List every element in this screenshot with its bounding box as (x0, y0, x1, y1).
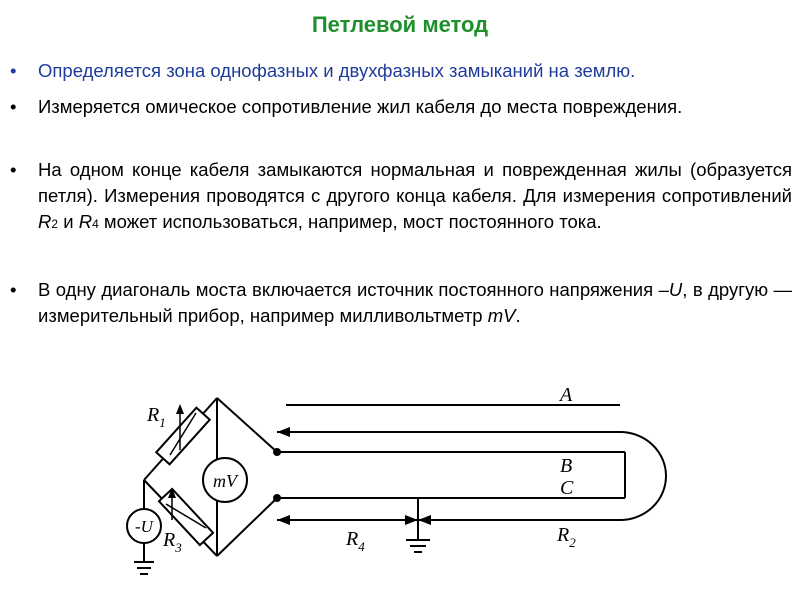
sub-2: 2 (51, 217, 59, 231)
arrowhead-r4-right (405, 515, 418, 525)
bullet-text-4b: , в другую — измерительный прибор, например милливольтметр (38, 279, 792, 326)
var-mv: mV (487, 305, 516, 326)
sub-4: 4 (92, 217, 99, 231)
bridge-edge-bottom-right (217, 498, 277, 556)
bullet-dot: • (10, 96, 17, 117)
label-c: C (560, 477, 574, 499)
bullet-text-3a: На одном конце кабеля замыкаются нормальная и поврежденная жилы (образуется петля). Измерения проводятся с другого конца кабеля. Для измерения сопротивлений (38, 159, 792, 206)
label-b: B (560, 455, 573, 477)
arrowhead-wire-b (277, 427, 290, 437)
bullet-text-1: Определяется зона однофазных и двухфазных замыканий на землю. (38, 60, 636, 81)
bullet-dot: • (10, 279, 17, 300)
label-a: A (560, 384, 573, 406)
bullet-dot: • (10, 159, 17, 180)
var-r2: R (38, 211, 52, 232)
label-r4: $R_4$ (346, 528, 365, 554)
bullet-text-3b: может использоваться, например, мост постоянного тока. (98, 211, 602, 232)
var-u: U (668, 279, 683, 300)
junction-dot-b (273, 448, 281, 456)
var-r4: R (78, 211, 93, 232)
label-r2: $R_2$ (557, 524, 576, 550)
junction-dot-c (273, 494, 281, 502)
bullet-text-4c: . (515, 305, 521, 326)
r1-arrowhead (176, 404, 184, 414)
bullet-text-2: Измеряется омическое сопротивление жил кабеля до места повреждения. (38, 96, 683, 117)
label-r1: $R_1$ (147, 404, 166, 430)
arrowhead-measure-left (277, 515, 290, 525)
arrowhead-r2-left (418, 515, 431, 525)
label-u: -U (135, 517, 153, 536)
cable-loop (620, 432, 666, 520)
bullet-text-4a: В одну диагональ моста включается источник постоянного напряжения – (38, 279, 669, 300)
bullet-dot: • (10, 60, 17, 81)
page-title: Петлевой метод (311, 12, 489, 37)
bridge-edge-top-right (217, 398, 277, 452)
text-and: и (58, 211, 79, 232)
label-r3: $R_3$ (163, 529, 182, 555)
label-mv: mV (213, 471, 237, 491)
